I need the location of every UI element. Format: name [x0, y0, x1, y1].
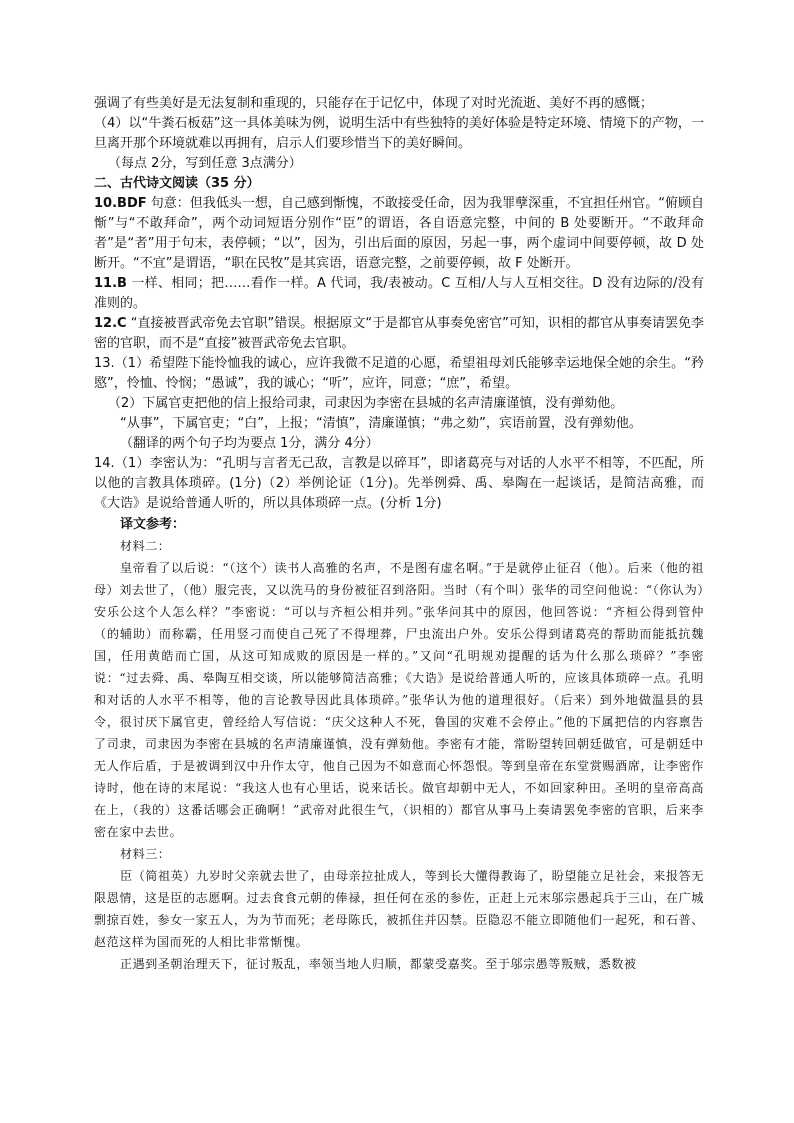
answer-line: 强调了有些美好是无法复制和重现的，只能存在于记忆中，体现了对时光流逝、美好不再的感慨；: [94, 96, 654, 111]
question-text: 一样、相同；把……看作一样。A 代词，我/表被动。C 互相/人与人互相交往。D 没有边际的/没有准则的。: [94, 276, 704, 311]
question-14: 14.（1）李密认为：“孔明与言者无己敌，言教是以碎耳”，即诸葛亮与对话的人水平不相等，不匹配，所以他的言教具体琐碎。(1分)（2）举例论证（1分)。先举例舜、禹、皋陶在一起谈话，是简洁高雅，而《大诰》是说给普通人听的，所以具体琐碎一点。(分析 1分): [94, 456, 704, 511]
question-text: 句意：但我低头一想，自己感到惭愧，不敢接受任命，因为我罪孽深重，不宜担任州官。“俯顾自惭”与“不敢拜命”，两个动词短语分别作“臣”的谓语，各自语意完整，中间的 B 处要断开。“不敢拜命者”是“者”用于句末，表停顿；“以”，因为，引出后面的原因，另起一事，两个虚词中间要停顿，故 D 处断开。“不宜”是谓语，“职在民牧”是其宾语，语意完整，之前要停顿，故 F 处断开。: [94, 196, 704, 271]
question-number: 12.C: [94, 316, 127, 331]
material-3-body: 臣（简祖英）九岁时父亲就去世了，由母亲拉扯成人，等到长大懂得教诲了，盼望能立足社会，来报答无限恩情，这是臣的志愿啊。过去食食元朝的俸禄，担任何在丞的参佐，正赶上元末邬宗愚起兵于三山，在广城剽掠百姓，参女一家五人，为为节而死；老母陈氏，被抓住并囚禁。臣隐忍不能立即随他们一起死，和石普、赵范这样为国而死的人相比非常惭愧。: [94, 869, 704, 949]
question-11: [94, 274, 704, 314]
section-title: 二、古代诗文阅读（35 分）: [94, 176, 260, 191]
question-text: “直接被晋武帝免去官职”错误。根据原文“于是都官从事奏免密官”可知，识相的都官从事奏请罢免李密的官职，而不是“直接”被晋武帝免去官职。: [94, 316, 704, 351]
document-page: [94, 94, 704, 975]
answer-line: （4）以“牛粪石板菇”这一具体美味为例，说明生活中有些独特的美好体验是特定环境、情境下的产物，一旦离开那个环境就难以再拥有，启示人们要珍惜当下的美好瞬间。: [94, 116, 704, 151]
question-13-score: （翻译的两个句子均为要点 1分，满分 4分）: [120, 436, 379, 451]
material-2-body: 皇帝看了以后说：“（这个）读书人高雅的名声，不是图有虚名啊。”于是就停止征召（他）。后来（他的祖母）刘去世了，（他）服完丧，又以洗马的身份被征召到洛阳。当时（有个叫）张华的司空问他说：“（你认为）安乐公这个人怎么样？”李密说：“可以与齐桓公相并列。”张华问其中的原因，他回答说：“齐桓公得到管仲（的辅助）而称霸，任用竖刁而使自己死了不得埋葬，尸虫流出户外。安乐公得到诸葛亮的帮助而能抵抗魏国，任用黄皓而亡国，从这可知成败的原因是一样的。”又问“孔明规劝提醒的话为什么那么琐碎？”李密说：“过去舜、禹、皋陶互相交谈，所以能够简洁高雅；《大诰》是说给普通人听的，应该具体琐碎一点。孔明和对话的人水平不相等，他的言论教导因此具体琐碎。”张华认为他的道理很好。（后来）到外地做温县的县令，很讨厌下属官吏，曾经给人写信说：“庆父这种人不死，鲁国的灾难不会停止。”他的下属把信的内容禀告了司隶，司隶因为李密在县城的名声清廉谨慎，没有弹劾他。李密有才能，常盼望转回朝廷做官，可是朝廷中无人作后盾，于是被调到汉中升作太守，他自己因为不如意而心怀怨恨。等到皇帝在东堂赏赐酒席，让李密作诗时，他在诗的末尾说：“我这人也有心里话，说来话长。做官却朝中无人，不如回家种田。圣明的皇帝高高在上，（我的）这番话哪会正确啊！”武帝对此很生气，（识相的）都官从事马上奏请罢免李密的官职，后来李密在家中去世。: [94, 561, 704, 839]
material-3-label: 材料三：: [120, 847, 171, 861]
material-2-label: 材料二：: [120, 539, 171, 553]
question-number: 11.B: [94, 276, 127, 291]
question-10: [94, 194, 704, 274]
question-number: 10.BDF: [94, 196, 147, 211]
reference-title: 译文参考：: [120, 517, 186, 532]
score-note: （每点 2分，写到任意 3点满分）: [108, 156, 302, 171]
question-13-part1: 13.（1）希望陛下能怜恤我的诚心，应许我微不足道的心愿，希望祖母刘氏能够幸运地保全她的余生。“矜愍”，怜恤、怜悯；“愚诚”，我的诚心；“听”，应许，同意；“庶”，希望。: [94, 356, 704, 391]
question-12: [94, 314, 704, 354]
material-3-body-continued: 正遇到圣朝治理天下，征讨叛乱，率领当地人归顺，都蒙受嘉奖。至于邬宗愚等叛贼，悉数被: [120, 957, 637, 971]
question-13-keywords: “从事”，下属官吏；“白”，上报；“清慎”，清廉谨慎；“弗之劾”，宾语前置，没有弹劾他。: [120, 416, 642, 431]
question-13-part2: （2）下属官吏把他的信上报给司隶，司隶因为李密在县城的名声清廉谨慎，没有弹劾他。: [108, 396, 624, 411]
